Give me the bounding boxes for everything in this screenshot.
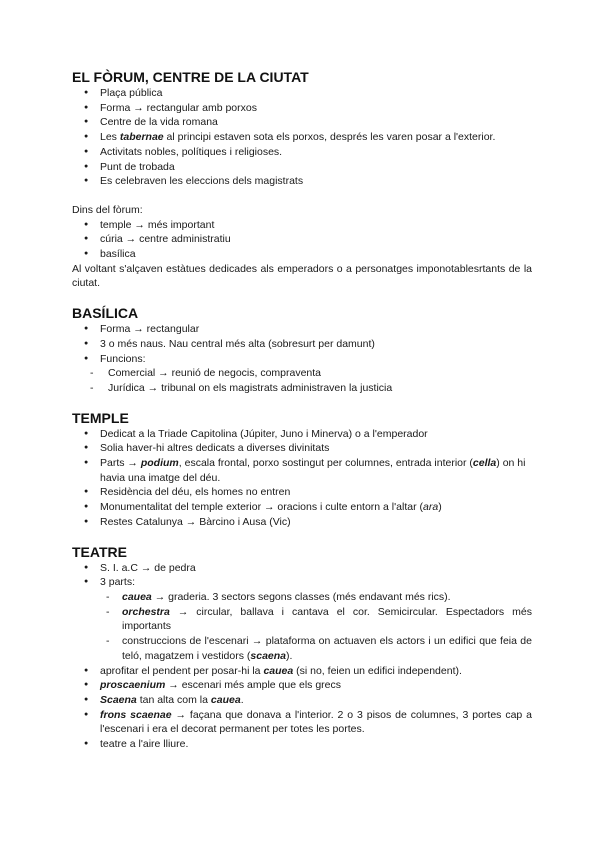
section-teatre xyxy=(72,543,532,752)
list-item: ● teatre a l'aire lliure. xyxy=(72,737,532,752)
section-basilica xyxy=(72,304,532,396)
list-item: ● S. I. a.C → de pedra xyxy=(72,561,532,576)
heading-basilica: BASÍLICA xyxy=(72,305,139,322)
section-forum xyxy=(72,68,532,291)
list-item: ● aprofitar el pendent per posar-hi la cauea (si no, feien un edifici independent). xyxy=(72,664,532,679)
teatre-list xyxy=(72,561,532,590)
list-item: ● Parts → podium, escala frontal, porxo sostingut per columnes, entrada interior (cella) on hi havia una imatge del déu. xyxy=(72,456,532,485)
list-item: ● Plaça pública xyxy=(72,86,532,101)
list-item: ● Centre de la vida romana xyxy=(72,115,532,130)
list-item: ● cúria → centre administratiu xyxy=(72,232,532,247)
list-item: ● 3 parts: xyxy=(72,575,532,590)
list-item: ● Solia haver-hi altres dedicats a diverses divinitats xyxy=(72,441,532,456)
list-item: ● Es celebraven les eleccions dels magistrats xyxy=(72,174,532,189)
forum-closing-paragraph: Al voltant s'alçaven estàtues dedicades als emperadors o a personatges imponotablesrtants de la ciutat. xyxy=(72,262,532,290)
list-item: ● proscaenium → escenari més ample que els grecs xyxy=(72,678,532,693)
term-proscaenium: proscaenium xyxy=(100,679,166,692)
list-item: ● Punt de trobada xyxy=(72,160,532,175)
list-item: ● Les tabernae al principi estaven sota els porxos, després les varen posar a l'exterior. xyxy=(72,130,532,145)
document-page xyxy=(72,68,532,752)
term-scaena: Scaena xyxy=(100,693,137,706)
term-cella: cella xyxy=(472,457,497,470)
list-item: ● Restes Catalunya → Bàrcino i Ausa (Vic) xyxy=(72,515,532,530)
list-item: ● Residència del déu, els homes no entren xyxy=(72,485,532,500)
term-ara: ara xyxy=(423,501,439,514)
temple-list xyxy=(72,427,532,530)
basilica-functions-list xyxy=(72,366,532,395)
heading-temple: TEMPLE xyxy=(72,409,129,426)
section-temple xyxy=(72,409,532,530)
basilica-list xyxy=(72,322,532,366)
list-item: - construccions de l'escenari → plataforma on actuaven els actors i un edifici que feia de teló, magatzem i vestidors (scaena). xyxy=(100,634,532,663)
heading-teatre: TEATRE xyxy=(72,543,127,560)
list-item: ● Monumentalitat del temple exterior → oracions i culte entorn a l'altar (ara) xyxy=(72,500,532,515)
list-item: ● Funcions: xyxy=(72,352,532,367)
term-cauea: cauea xyxy=(210,693,241,706)
teatre-parts-list xyxy=(100,590,532,664)
term-orchestra: orchestra xyxy=(122,605,170,618)
list-item: ● Dedicat a la Triade Capitolina (Júpiter, Juno i Minerva) o a l'emperador xyxy=(72,427,532,442)
term-podium: podium xyxy=(140,457,179,470)
heading-forum: EL FÒRUM, CENTRE DE LA CIUTAT xyxy=(72,69,309,85)
term-tabernae: tabernae xyxy=(119,131,164,144)
list-item: - Jurídica → tribunal on els magistrats administraven la justicia xyxy=(72,381,532,396)
term-cauea: cauea xyxy=(122,590,152,603)
list-item: ● Forma → rectangular xyxy=(72,322,532,337)
inside-label: Dins del fòrum: xyxy=(72,203,143,216)
forum-list xyxy=(72,86,532,189)
list-item: ● temple → més important xyxy=(72,218,532,233)
list-item: ● Scaena tan alta com la cauea. xyxy=(72,693,532,708)
list-item: - Comercial → reunió de negocis, compraventa xyxy=(72,366,532,381)
term-scaena: scaena xyxy=(250,649,287,662)
list-item: ● Forma → rectangular amb porxos xyxy=(72,101,532,116)
list-item: ● 3 o més naus. Nau central més alta (sobresurt per damunt) xyxy=(72,337,532,352)
term-cauea: cauea xyxy=(263,664,294,677)
teatre-list-continued xyxy=(72,664,532,752)
list-item: ● Activitats nobles, polítiques i religioses. xyxy=(72,145,532,160)
list-item: - cauea → graderia. 3 sectors segons classes (més endavant més rics). xyxy=(100,590,532,605)
list-item: ● frons scaenae → façana que donava a l'interior. 2 o 3 pisos de columnes, 3 portes cap a l'escenari i era el decorat permanent per totes les portes. xyxy=(72,708,532,737)
inside-list xyxy=(72,218,532,262)
term-frons-scaenae: frons scaenae xyxy=(100,708,172,721)
list-item: - orchestra → circular, ballava i cantava el cor. Semicircular. Espectadors més importants xyxy=(100,605,532,634)
list-item: ● basílica xyxy=(72,247,532,262)
